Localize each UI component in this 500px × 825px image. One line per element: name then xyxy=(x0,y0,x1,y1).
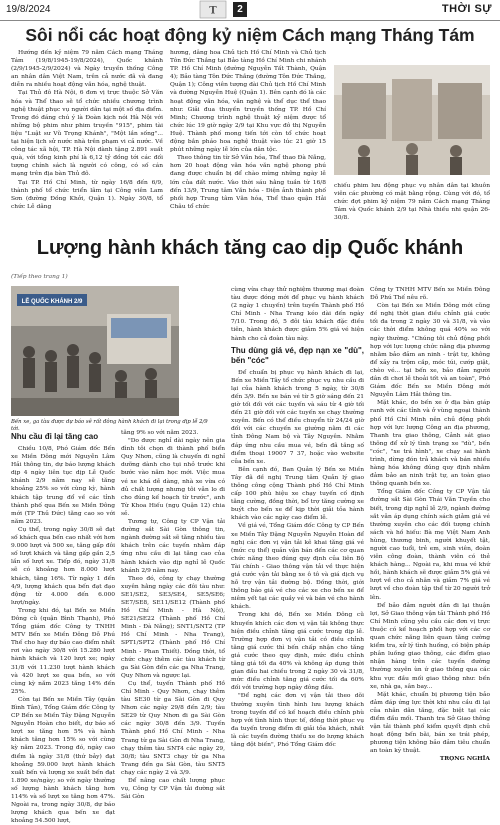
article2-paragraph: Bên cạnh đó, Ban Quản lý Bến xe Miền Tây đã đề nghị Trung tâm Quản lý giao thông công cộng Thành phố Hồ Chí Minh cấp 100 phù hiệu xe chạy tuyến cố định tăng cường, đồng thời, bổ trợ tăng cường xe buýt cho bến xe để kịp thời giải tỏa hành khách vào các ngày cao điểm lễ. xyxy=(231,466,364,522)
svg-text:T: T xyxy=(209,5,217,17)
article2-paragraph: Trong khi đó, Bến xe Miền Đông cũ khuyến khích các đơn vị vận tải không thực hiện điều chỉnh tăng giá cước trong dịp lễ. Trường hợp đơn vị vận tải có điều chỉnh tăng giá cước thì bến chấp nhận cho tăng giá cước theo quy định, mức điều chỉnh tăng giá tối đa 40% và không áp dụng thời gian đầu hai chiều trong 2 ngày 30 và 31/8, mức điều chỉnh tăng giá cước tối đa 60% đối với trường hợp ngày đông đầu. xyxy=(231,612,364,692)
article2-paragraph: Mặt khác, chuẩn bị phương tiện bảo đảm đáp ứng lực thời khi nhu cầu đi lại của nhân dân tăng, đặc biệt tại các điểm đầu mối. Thanh tra Sở Giao thông vận tải thành phố kiểm quyết định chủ hoạt động bến bãi, bán xe trái phép, phương tiện không bảo đảm tiêu chuẩn an toàn kỹ thuật. xyxy=(370,691,490,755)
article2-column-1 xyxy=(11,429,115,825)
section-name: THỜI SỰ xyxy=(441,3,492,15)
article2-paragraph: cùng vừa chạy thử nghiệm thương mại đoàn tàu được đóng mới để phục vụ hành khách (2 ngày 1 chuyến) trên tuyến Thành phố Hồ Chí Minh - Nha Trang kéo dài đến ngày 7/10. Trong đó, 5 đôi tàu khách đặc điều tiên, hành khách được giảm 5% giá vé hiện hành cho cả đoàn tàu này. xyxy=(231,287,364,342)
page-header xyxy=(0,0,500,21)
article2-paragraph: Chiều 10/8, Phó Giám đốc Bến xe Miền Đông mới Nguyễn Lâm Hải thông tin, dự báo lượng khách dịp 4 ngày liên tục dịp Lễ Quốc khánh 2/9 năm nay sẽ tăng khoảng 25% so với cùng kỳ, hành khách tập trung đổ về các tỉnh thành phố qua Bến xe Miền Đông mới (TP Thủ Đức) tăng cao so với năm 2023. xyxy=(11,446,115,525)
article1-paragraph: hương, dâng hoa Chủ tịch Hồ Chí Minh và Chủ tịch Tôn Đức Thắng tại Bảo tàng Hồ Chí Minh chi nhánh TP. Hồ Chí Minh (đường Nguyễn Tất Thành, Quận 4); Bảo tàng Tôn Đức Thắng (đường Tôn Đức Thắng, Quận 1); Công viên tượng đài Chủ tịch Hồ Chí Minh và đường Nguyễn Huệ (Quận 1). Bên cạnh đó là các hoạt động văn hóa, văn nghệ và thể dục thể thao như: Giải đua thuyền truyền thống TP. Hồ Chí Minh; Chương trình nghệ thuật kỷ niệm được tổ chức lúc 19 giờ ngày 2/9 tại Khu vực đô thị Nguyễn Huệ. Thành phố mong tiến tới còn tổ chức hoạt động bắn pháo hoa nghệ thuật vào lúc 21 giờ 15 phút những ngày lễ lớn của dân tộc. xyxy=(170,50,326,154)
article2-paragraph: Cụ thể, tuyến Thành phố Hồ Chí Minh - Quy Nhơn, chạy thêm tàu SE30 từ ga Sài Gòn đi Quy Nhơn các ngày 29/8 đến 2/9; tàu SE29 từ Quy Nhơn đi ga Sài Gòn các ngày 30/8 đến 3/9. Tuyến Thành phố Hồ Chí Minh - Nha Trang từ ga Sài Gòn đi Nha Trang, chạy thêm tàu SNT4 các ngày 29, 30/8; tàu SNT3 chạy từ ga Nha Trang đến ga Sài Gòn, tàu SNT5 chạy các ngày 2 và 3/9. xyxy=(121,680,225,776)
article2-paragraph: "Để nghị các đơn vị vận tải theo dõi thường xuyên tình hình lưu lượng khách trong tuyến để có kế hoạch điều chỉnh phù hợp với tình hình thực tế, đồng thời phục vụ đa tuyến trong điểm đi giải tỏa khách, nhất là các tuyến đường thiếu xe do lượng khách tăng đột biến", Phó Tổng Giám đốc xyxy=(231,693,364,748)
article1-paragraph: chiếu phim lưu động phục vụ nhân dân tại khuôn viên các phường có mặt bằng rộng. Cùng với đó, tổ chức đợt phim kỷ niệm 79 năm Cách mạng Tháng Tám và Quốc khánh 2/9 tại Nhà thiếu nhi quận 26-30/8. xyxy=(334,183,490,222)
article1-paragraph: Tại Thủ đô Hà Nội, 6 đơn vị trực thuộc Sở Văn hóa và Thể thao sẽ tổ chức nhiều chương trình nghệ thuật phục vụ người dân tại một số địa điểm. Trong đó đáng chú ý là Đoàn kịch nói Hà Nội với những bộ phim như phim truyền "915", phim tài liệu "Luật sư Vũ Trọng Khánh", "Một lần sống"... tại hiện lịch sử nước nhà trên phạm vi cả nước. Về công tác xã hội, TP. Hà Nội dành tặng 2.891 suất quà, với tổng kinh phí là 6,12 tỷ đồng tới các đối tượng chính sách là người có công, có số cán mạng trên địa bàn Thủ đô. xyxy=(11,90,163,178)
article2-subheading-2: Thu dùng giá vé, đẹp nạn xe "dù", bến "cóc" xyxy=(231,345,364,365)
exhibition-photo-icon xyxy=(334,65,490,175)
article2-paragraph: Tổng Giám đốc Công ty CP Vận tải đường sắt Sài Gòn Thái Văn Tuyền cho biết, trong dịp nghỉ lễ 2/9, ngành đường sắt vẫn áp dụng chính sách giảm giá vé thường xuyên cho các đối tượng chính sách và hồ hiếu: Bà mẹ Việt Nam Anh hùng, thương binh, người khuyết tật, người cao tuổi, trẻ em, sinh viên, đoàn viên công đoàn, thành viên có thẻ khách hàng... Ngoài ra, khi mua vé khứ hồi, hành khách sẽ được giảm 5% giá vé lượt về cho cả nhân và giảm 7% giá vé lượt về cho đoàn tập thể từ 20 người trở lên. xyxy=(370,489,490,601)
article2-paragraph: Để bảo đảm người dân đi lại thuận lợi, Sở Giao thông vận tải Thành phố Hồ Chí Minh cũng yêu cầu các đơn vị trực thuộc có kế hoạch phối hợp với các cơ quan chức năng liên quan tăng cường kiểm tra, xử lý tình huống, có biện pháp phân luồng giao thông, các điểm giao nhận hàng trên các tuyến đường thường xuyên ùn ứ giao thông qua các khu vực đầu mối giao thông như: bến xe, nhà ga, sân bay... xyxy=(370,602,490,690)
article2-photo xyxy=(11,286,179,416)
article2-photo-caption: Bến xe, ga tàu được dự báo sẽ rất đông hành khách đi lại trong dịp lễ 2/9 tới. xyxy=(11,419,208,432)
issue-date: 19/8/2024 xyxy=(6,4,51,15)
article2-paragraph: Còn tại Bến xe Miền Tây (quận Bình Tân), Tổng Giám đốc Công ty CP Bến xe Miền Tây Đặng Nguyễn Nguyễn Hoàn cho biết, dự báo số lượt xe tăng hơn 5% và hành khách tăng hơn 15% so với cùng kỳ năm 2023. Trong đó, ngày cao điểm là ngày 31/8 (thứ bảy) đạt khoảng 59.000 lượt hành khách xuất bến và lượng xe xuất bến đạt 1.890 xe/ngày; so với ngày thường số lượng hành khách tăng hơn 114% và số lượt xe tăng hơn 47%. Ngoài ra, trong ngày 30/8, dự báo lượng khách qua bến xe đạt khoảng 54.500 lượt, xyxy=(11,696,115,825)
article1-column-2 xyxy=(170,49,326,235)
article2-column-2 xyxy=(121,429,225,801)
article2-paragraph: Tương tự, Công ty CP Vận tải đường sắt Sài Gòn thông tin, ngành đường sắt sẽ tăng nhiều tàu khách trên các tuyến nhằm đáp ứng nhu cầu đi lại tăng cao của hành khách vào dịp nghỉ lễ Quốc khánh 2/9 năm nay. xyxy=(121,519,225,574)
article2-paragraph: Cụ thể, trong ngày 30/8 sẽ đạt số khách qua bến cao nhất với hơn 9.000 lượt và 500 xe, tăng gấp đôi số lượt khách và tăng gấp gần 2,5 lần số lượt xe. Tiếp đó, ngày 31/8 sẽ có khoảng hơn 8.000 lượt khách, tăng 16%. Từ ngày 1 đến 4/9, lượng khách qua bến đạt đạo động từ 4.000 đến 6.000 lượt/ngày. xyxy=(11,526,115,606)
article2-column-4 xyxy=(370,286,490,774)
page-number: 2 xyxy=(233,2,247,17)
article2-signature: TRỌNG NGHĨA xyxy=(439,755,490,763)
newspaper-logo-icon xyxy=(200,1,226,18)
article2-paragraph: "Do được nghỉ dài ngày nên gia đình tôi chọn đi thành phố biển Quy Nhơn, cũng là chuyến đi nghỉ dưỡng dành cho tụi nhỏ trước khi bước vào năm học mới. Việc mua vé xe khá dễ dàng, nhà xe vừa có đủ chất lượng nhưng tôi vẫn lo đi cho đúng kế hoạch từ trước", anh Từ Khoa Hiếu (ngụ Quận 12) chia sẻ. xyxy=(121,438,225,517)
article1-photo xyxy=(334,65,490,175)
article2-paragraph: Về giá vé, Tổng Giám đốc Công ty CP Bến xe Miền Tây Đặng Nguyễn Nguyễn Hoàn để nghị các đơn vị vận tải kê khai tăng giá vé (mức cụ thể) quản vận bán đến các cơ quan chức năng theo đúng quy định của liên Bộ Tài chính - Giao thông vận tải về thực hiện giá cước vận tải bằng xe ô tô và giá dịch vụ hỗ trợ vận tải đường bộ. Đồng thời, giới thông báo giá vé cho các xe cho bến xe để niêm yết tại các quầy vé và bán vé cho hành khách. xyxy=(231,523,364,611)
article2-paragraph: Trong khi đó, tại Bến xe Miền Đông cũ (quận Bình Thạnh), Phó Tổng giám đốc Công ty TNHH MTV Bến xe Miền Đông Đỗ Phú Thế cho hay dự báo cao điểm nhất rơi vào ngày 30/8 với 15.280 lượt hành khách và 120 lượt xe; ngày 31/8 với 11.230 lượt hành khách và 420 lượt xe qua bến, so với cùng kỳ năm 2023 tăng 14% đến 25%. xyxy=(11,607,115,695)
article1-title: Sôi nổi các hoạt động kỷ niệm Cách mạng Tháng Tám xyxy=(25,25,475,45)
article2-paragraph: Để nâng cao chất lượng phục vụ, Công ty CP Vận tải đường sắt Sài Gòn xyxy=(121,778,225,801)
article2-paragraph: tăng 9% so với năm 2023. xyxy=(121,430,199,436)
article2-column-3 xyxy=(231,286,364,774)
photo-banner-text: LỄ QUỐC KHÁNH 2/9 xyxy=(21,299,83,305)
article2-title: Lượng hành khách tăng cao dịp Quốc khánh xyxy=(36,237,464,259)
article2-subheading-1: Nhu cầu đi lại tăng cao xyxy=(11,432,99,441)
article2-kicker: (Tiếp theo trang 1) xyxy=(11,274,68,280)
article2-paragraph: Còn tại Bến xe Miền Đông mới cũng đề nghị thời gian điều chỉnh giá cước tối đa trong 2 ngày 30 và 31/8, và vào các thời điểm không quá 40% so với ngày thường. "Chúng tôi chủ động phối hợp với lực lượng chức năng địa phương nhằm bảo đảm an ninh - trật tự, không để xảy ra trộm cắp, móc túi, cướp giật, chèo vé... tại bến xe, bảo đảm người dân đi chơi lễ thoải tốt và an toàn", Phó Giám đốc Bến xe Miền Đông mới Nguyễn Lâm Hải thông tin. xyxy=(370,303,490,399)
article1-paragraph: Hướng đến kỷ niệm 79 năm Cách mạng Tháng Tám (19/8/1945-19/8/2024), Quốc khánh (2/9/1945-2/9/2024) và Ngày truyền thống Công an nhân dân Việt Nam, trên cả nước đã và đang diễn ra nhiều hoạt động văn hóa, nghệ thuật. xyxy=(11,50,163,89)
article1-column-1 xyxy=(11,49,163,235)
article2-paragraph: Công ty TNHH MTV Bến xe Miền Đông Đỗ Phú Thế nêu rõ. xyxy=(370,287,490,302)
article2-paragraph: Để chuẩn bị phục vụ hành khách đi lại, Bến xe Miền Tây tổ chức phục vụ nhu cầu đi lại của hành khách trong 5 ngày, từ 30/8 đến 3/9. Bến xe bán vé từ 5 giờ sáng đến 21 giờ tối đối với các tuyến và sáu từ 4 giờ tối đến 21 giờ đối với các tuyến xe chạy thường xuyên. Bến có thể điều chuyển từ 24/24 giờ đối với các chuyến xe giường nằm đi các tỉnh Đông Nam bộ và Tây Nguyên. Nhằm đáp ứng nhu cầu mua vé, bến đã tăng số điểm thoại 19007 7 37, hoặc vào website của bến xe. xyxy=(231,369,364,465)
article2-paragraph: Mặt khác, do bến xe ở địa bàn giáp ranh với các tỉnh và ở vùng ngoại thành phố Hồ Chí Minh nên chủ động phối hợp với lực lượng Công an địa phương, Thanh tra giao thông, Cảnh sát giao thông để xử lý tình trạng xe "dù", bến "cóc", "xe trá hình", xe chạy sai hành trình, dừng đón trả khách và bán nhiều hàng hóa không đúng quy định nhằm đảm bảo an ninh trật tự, an toàn giao thông quanh bến xe. xyxy=(370,400,490,488)
article1-column-3 xyxy=(334,182,490,230)
bus-station-photo-icon xyxy=(11,286,179,416)
article1-paragraph: Theo thông tin từ Sở Văn hóa, Thể thao Đà Nẵng, hơn 20 hoạt động văn hóa văn nghệ phong phú đang được chuẩn bị để chào mừng những ngày lễ lớn của đất nước. Vào thời sáu hằng tuần từ 16/8 đến 13/9, Trung tâm Văn hóa - Điện ảnh thành phố phối hợp Trung tâm Văn hóa, Thể thao quận Hải Châu tổ chức xyxy=(170,155,326,210)
article2-paragraph: Theo đó, công ty chạy thường xuyên hằng ngày các đôi tàu như: SE1/SE2, SE3/SE4, SE5/SE6; SE7/SE8, SE11/SE12 (Thành phố Hồ Chí Minh - Hà Nội), SE21/SE22 (Thành phố Hồ Chí Minh - Đà Nẵng); SNT1/SNT2 (TP Hồ Chí Minh - Nha Trang), SPT1/SPT2 (Thành phố Hồ Chí Minh - Phan Thiết). Đồng thời, tổ chức chạy thêm các tàu khách từ ga Sài Gòn đến các ga Nha Trang, Quy Nhơn và ngược lại. xyxy=(121,575,225,679)
article1-paragraph: Tại TP. Hồ Chí Minh, từ ngày 16/8 đến 6/9, thành phố tổ chức triển lãm tại Công viên Lam Sơn (đường Đồng Khởi, Quận 1). Ngày 30/8, tổ chức Lễ dâng xyxy=(11,179,163,210)
